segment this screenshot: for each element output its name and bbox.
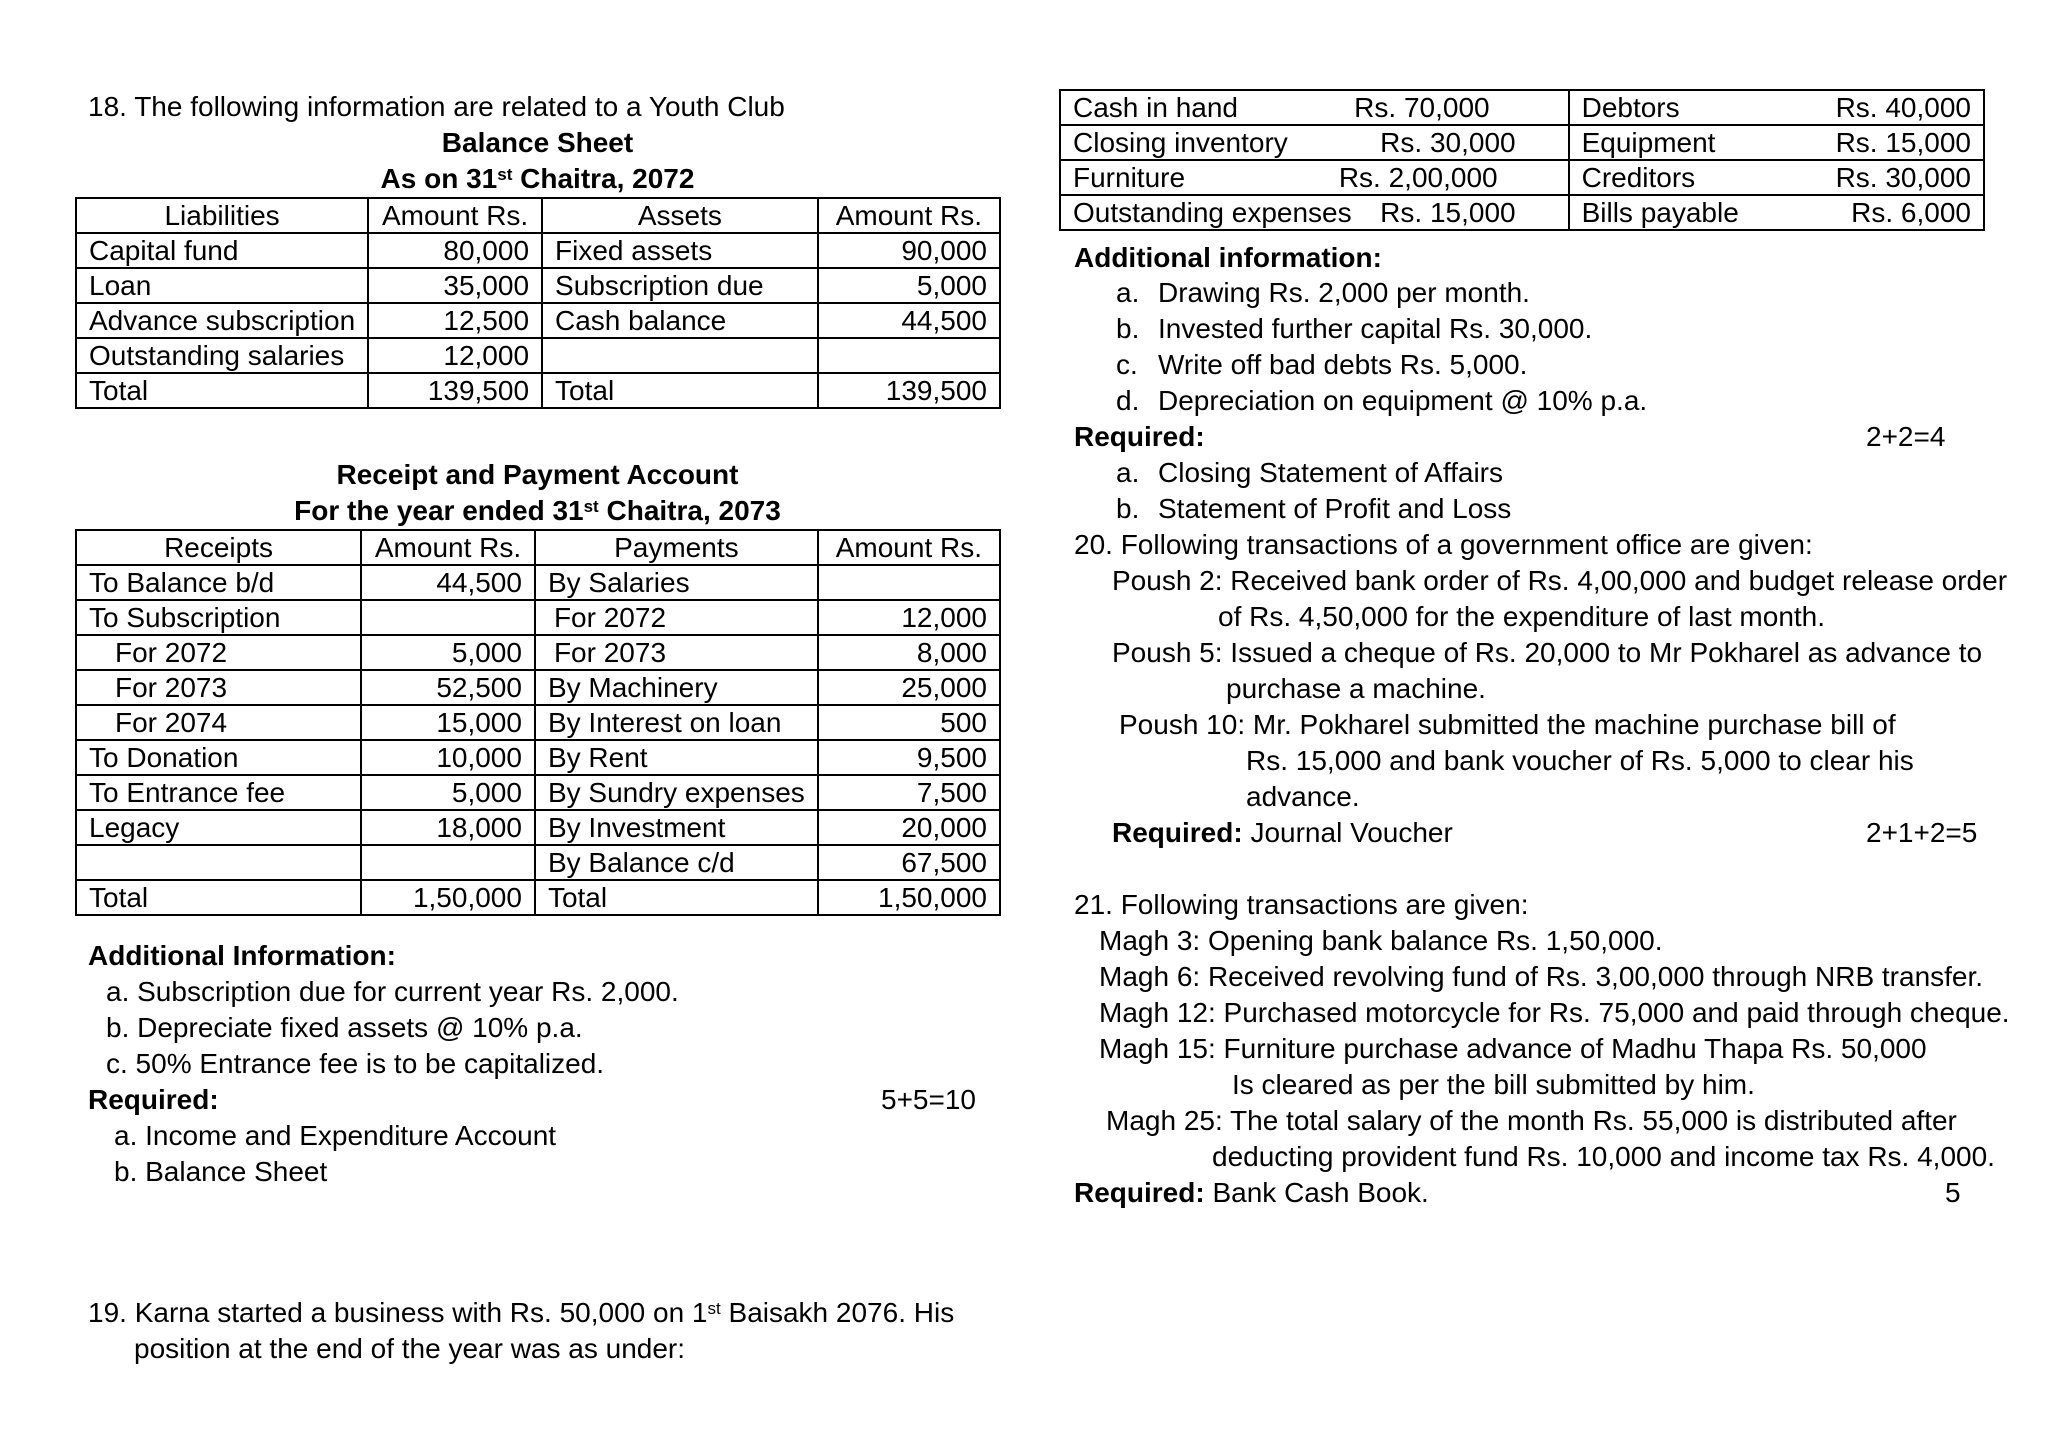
table-row [76, 635, 1000, 670]
table-cell: Subscription due [542, 268, 818, 303]
q18-additional-label: Additional Information: [88, 940, 396, 971]
table-cell: 5,000 [818, 268, 1000, 303]
q20-line: of Rs. 4,50,000 for the expenditure of last month. [1218, 601, 1826, 632]
q19-additional-item: d. Depreciation on equipment @ 10% p.a. [1116, 385, 1648, 416]
table-cell: For 2072 [535, 600, 818, 635]
q20-line: Poush 10: Mr. Pokharel submitted the machine purchase bill of [1119, 709, 1896, 740]
table-row [76, 303, 1000, 338]
table-cell: 1,50,000 [818, 880, 1000, 915]
table-cell: 12,000 [368, 338, 542, 373]
table-cell: Loan [76, 268, 368, 303]
item-amount: Rs. 40,000 [1835, 92, 1971, 123]
q21-required: Required: Bank Cash Book. [1074, 1177, 1429, 1208]
table-row [76, 705, 1000, 740]
table-cell: By Machinery [535, 670, 818, 705]
table-cell: 25,000 [818, 670, 1000, 705]
table-cell: 9,500 [818, 740, 1000, 775]
table-row [76, 338, 1000, 373]
item-label: Debtors [1581, 92, 1680, 123]
q19-intro: 19. Karna started a business with Rs. 50,000 on 1st Baisakh 2076. His [88, 1297, 955, 1328]
header-cell: Amount Rs. [361, 530, 535, 565]
item-amount: Rs. 15,000 [1835, 127, 1971, 158]
q18-intro: 18. The following information are related to a Youth Club [88, 91, 785, 122]
table-cell [361, 845, 535, 880]
q19-required-item: a. Closing Statement of Affairs [1116, 457, 1503, 488]
table-cell: 44,500 [361, 565, 535, 600]
q20-intro: 20. Following transactions of a government office are given: [1074, 529, 1813, 560]
table-cell: 12,000 [818, 600, 1000, 635]
item-amount: Rs. 70,000 [1354, 92, 1490, 123]
item-amount: Rs. 30,000 [1835, 162, 1971, 193]
item-label: Outstanding expenses [1073, 197, 1352, 228]
balance-sheet-table [75, 197, 1001, 409]
receipt-payment-title: Receipt and Payment Account [336, 459, 739, 490]
table-row [76, 565, 1000, 600]
table-cell: For 2073 [535, 635, 818, 670]
item-label: Furniture [1073, 162, 1186, 193]
table-cell [1569, 125, 1984, 160]
table-cell: Total [535, 880, 818, 915]
table-cell [542, 338, 818, 373]
table-cell: Legacy [76, 810, 361, 845]
item-amount: Rs. 30,000 [1380, 127, 1516, 158]
table-cell: 8,000 [818, 635, 1000, 670]
q20-line: Poush 5: Issued a cheque of Rs. 20,000 to Mr Pokharel as advance to [1112, 637, 1983, 668]
table-cell: Fixed assets [542, 233, 818, 268]
q18-required-label: Required: [88, 1084, 219, 1115]
q19-additional-item: b. Invested further capital Rs. 30,000. [1116, 313, 1593, 344]
header-cell: Amount Rs. [818, 530, 1000, 565]
item-label: Closing inventory [1073, 127, 1288, 158]
table-cell [1060, 90, 1569, 125]
table-cell: Advance subscription [76, 303, 368, 338]
q21-line: Magh 25: The total salary of the month Rs. 55,000 is distributed after [1106, 1105, 1957, 1136]
table-cell: 500 [818, 705, 1000, 740]
q19-intro-line2: position at the end of the year was as under: [134, 1333, 686, 1364]
table-row [1060, 195, 1984, 230]
table-cell: For 2072 [76, 635, 361, 670]
q19-required-label: Required: [1074, 421, 1205, 452]
table-cell: 90,000 [818, 233, 1000, 268]
table-total-row [76, 373, 1000, 408]
header-cell: Payments [535, 530, 818, 565]
table-row [1060, 160, 1984, 195]
table-cell [818, 565, 1000, 600]
q18-additional-item: b. Depreciate fixed assets @ 10% p.a. [106, 1012, 583, 1043]
table-cell: 35,000 [368, 268, 542, 303]
header-cell: Receipts [76, 530, 361, 565]
table-cell [1569, 195, 1984, 230]
table-cell: Total [76, 880, 361, 915]
table-header-row [76, 198, 1000, 233]
table-total-row [76, 880, 1000, 915]
header-cell: Amount Rs. [368, 198, 542, 233]
table-row [76, 670, 1000, 705]
q21-intro: 21. Following transactions are given: [1074, 889, 1529, 920]
table-cell: 67,500 [818, 845, 1000, 880]
q19-marks: 2+2=4 [1866, 421, 1946, 452]
table-cell: To Subscription [76, 600, 361, 635]
table-cell: 18,000 [361, 810, 535, 845]
q20-line: advance. [1246, 781, 1360, 812]
table-cell: 15,000 [361, 705, 535, 740]
item-label: Bills payable [1581, 197, 1739, 228]
table-cell: 5,000 [361, 775, 535, 810]
table-row [76, 810, 1000, 845]
receipt-payment-table [75, 529, 1001, 916]
table-row [76, 268, 1000, 303]
header-cell: Assets [542, 198, 818, 233]
table-cell: By Investment [535, 810, 818, 845]
table-cell: 5,000 [361, 635, 535, 670]
table-cell: By Interest on loan [535, 705, 818, 740]
q21-marks: 5 [1945, 1177, 1961, 1208]
q19-additional-item: a. Drawing Rs. 2,000 per month. [1116, 277, 1530, 308]
table-cell: 1,50,000 [361, 880, 535, 915]
table-row [1060, 90, 1984, 125]
table-cell: 80,000 [368, 233, 542, 268]
table-cell [818, 338, 1000, 373]
header-cell: Amount Rs. [818, 198, 1000, 233]
q19-position-table [1059, 89, 1985, 231]
q20-line: Rs. 15,000 and bank voucher of Rs. 5,000 to clear his [1246, 745, 1914, 776]
table-row [76, 233, 1000, 268]
table-row [76, 775, 1000, 810]
receipt-payment-date: For the year ended 31st Chaitra, 2073 [294, 495, 781, 526]
table-cell: By Salaries [535, 565, 818, 600]
item-label: Equipment [1581, 127, 1716, 158]
q21-line: Magh 15: Furniture purchase advance of Madhu Thapa Rs. 50,000 [1099, 1033, 1927, 1064]
q18-required-item: a. Income and Expenditure Account [114, 1120, 557, 1151]
table-row [76, 740, 1000, 775]
table-cell: To Entrance fee [76, 775, 361, 810]
table-cell: Capital fund [76, 233, 368, 268]
table-cell: 52,500 [361, 670, 535, 705]
table-cell: 139,500 [368, 373, 542, 408]
q18-marks: 5+5=10 [881, 1084, 976, 1115]
table-row [76, 600, 1000, 635]
q21-line: deducting provident fund Rs. 10,000 and income tax Rs. 4,000. [1212, 1141, 1995, 1172]
table-cell: By Sundry expenses [535, 775, 818, 810]
table-cell: By Rent [535, 740, 818, 775]
q19-additional-item: c. Write off bad debts Rs. 5,000. [1116, 349, 1528, 380]
item-amount: Rs. 6,000 [1851, 197, 1971, 228]
table-cell: To Donation [76, 740, 361, 775]
q18-required-item: b. Balance Sheet [114, 1156, 328, 1187]
q19-required-item: b. Statement of Profit and Loss [1116, 493, 1512, 524]
header-cell: Liabilities [76, 198, 368, 233]
q18-additional-item: c. 50% Entrance fee is to be capitalized. [106, 1048, 605, 1079]
table-cell: Outstanding salaries [76, 338, 368, 373]
q20-line: Poush 2: Received bank order of Rs. 4,00,000 and budget release order [1112, 565, 2008, 596]
table-cell: Total [76, 373, 368, 408]
q21-line: Is cleared as per the bill submitted by him. [1232, 1069, 1755, 1100]
table-cell [1569, 160, 1984, 195]
q20-marks: 2+1+2=5 [1866, 817, 1978, 848]
q19-additional-label: Additional information: [1074, 242, 1382, 273]
table-cell: 44,500 [818, 303, 1000, 338]
table-cell [76, 845, 361, 880]
table-cell: By Balance c/d [535, 845, 818, 880]
balance-sheet-date: As on 31st Chaitra, 2072 [380, 163, 695, 194]
table-cell [1060, 125, 1569, 160]
item-label: Cash in hand [1073, 92, 1239, 123]
q20-line: purchase a machine. [1226, 673, 1486, 704]
table-cell: 7,500 [818, 775, 1000, 810]
item-label: Creditors [1581, 162, 1696, 193]
table-cell: 20,000 [818, 810, 1000, 845]
q21-line: Magh 12: Purchased motorcycle for Rs. 75,000 and paid through cheque. [1099, 997, 2010, 1028]
table-cell: To Balance b/d [76, 565, 361, 600]
table-cell: 139,500 [818, 373, 1000, 408]
item-amount: Rs. 15,000 [1380, 197, 1516, 228]
q21-line: Magh 3: Opening bank balance Rs. 1,50,000. [1099, 925, 1663, 956]
table-cell [1060, 160, 1569, 195]
table-cell [1569, 90, 1984, 125]
table-cell: For 2074 [76, 705, 361, 740]
q20-required: Required: Journal Voucher [1112, 817, 1453, 848]
item-amount: Rs. 2,00,000 [1338, 162, 1498, 193]
balance-sheet-title: Balance Sheet [441, 127, 634, 158]
table-row [76, 845, 1000, 880]
table-cell [361, 600, 535, 635]
table-row [1060, 125, 1984, 160]
q21-line: Magh 6: Received revolving fund of Rs. 3,00,000 through NRB transfer. [1099, 961, 1984, 992]
table-cell: 10,000 [361, 740, 535, 775]
table-header-row [76, 530, 1000, 565]
table-cell: Total [542, 373, 818, 408]
table-cell: Cash balance [542, 303, 818, 338]
q18-additional-item: a. Subscription due for current year Rs. 2,000. [106, 976, 679, 1007]
table-cell: For 2073 [76, 670, 361, 705]
table-cell: 12,500 [368, 303, 542, 338]
table-cell [1060, 195, 1569, 230]
